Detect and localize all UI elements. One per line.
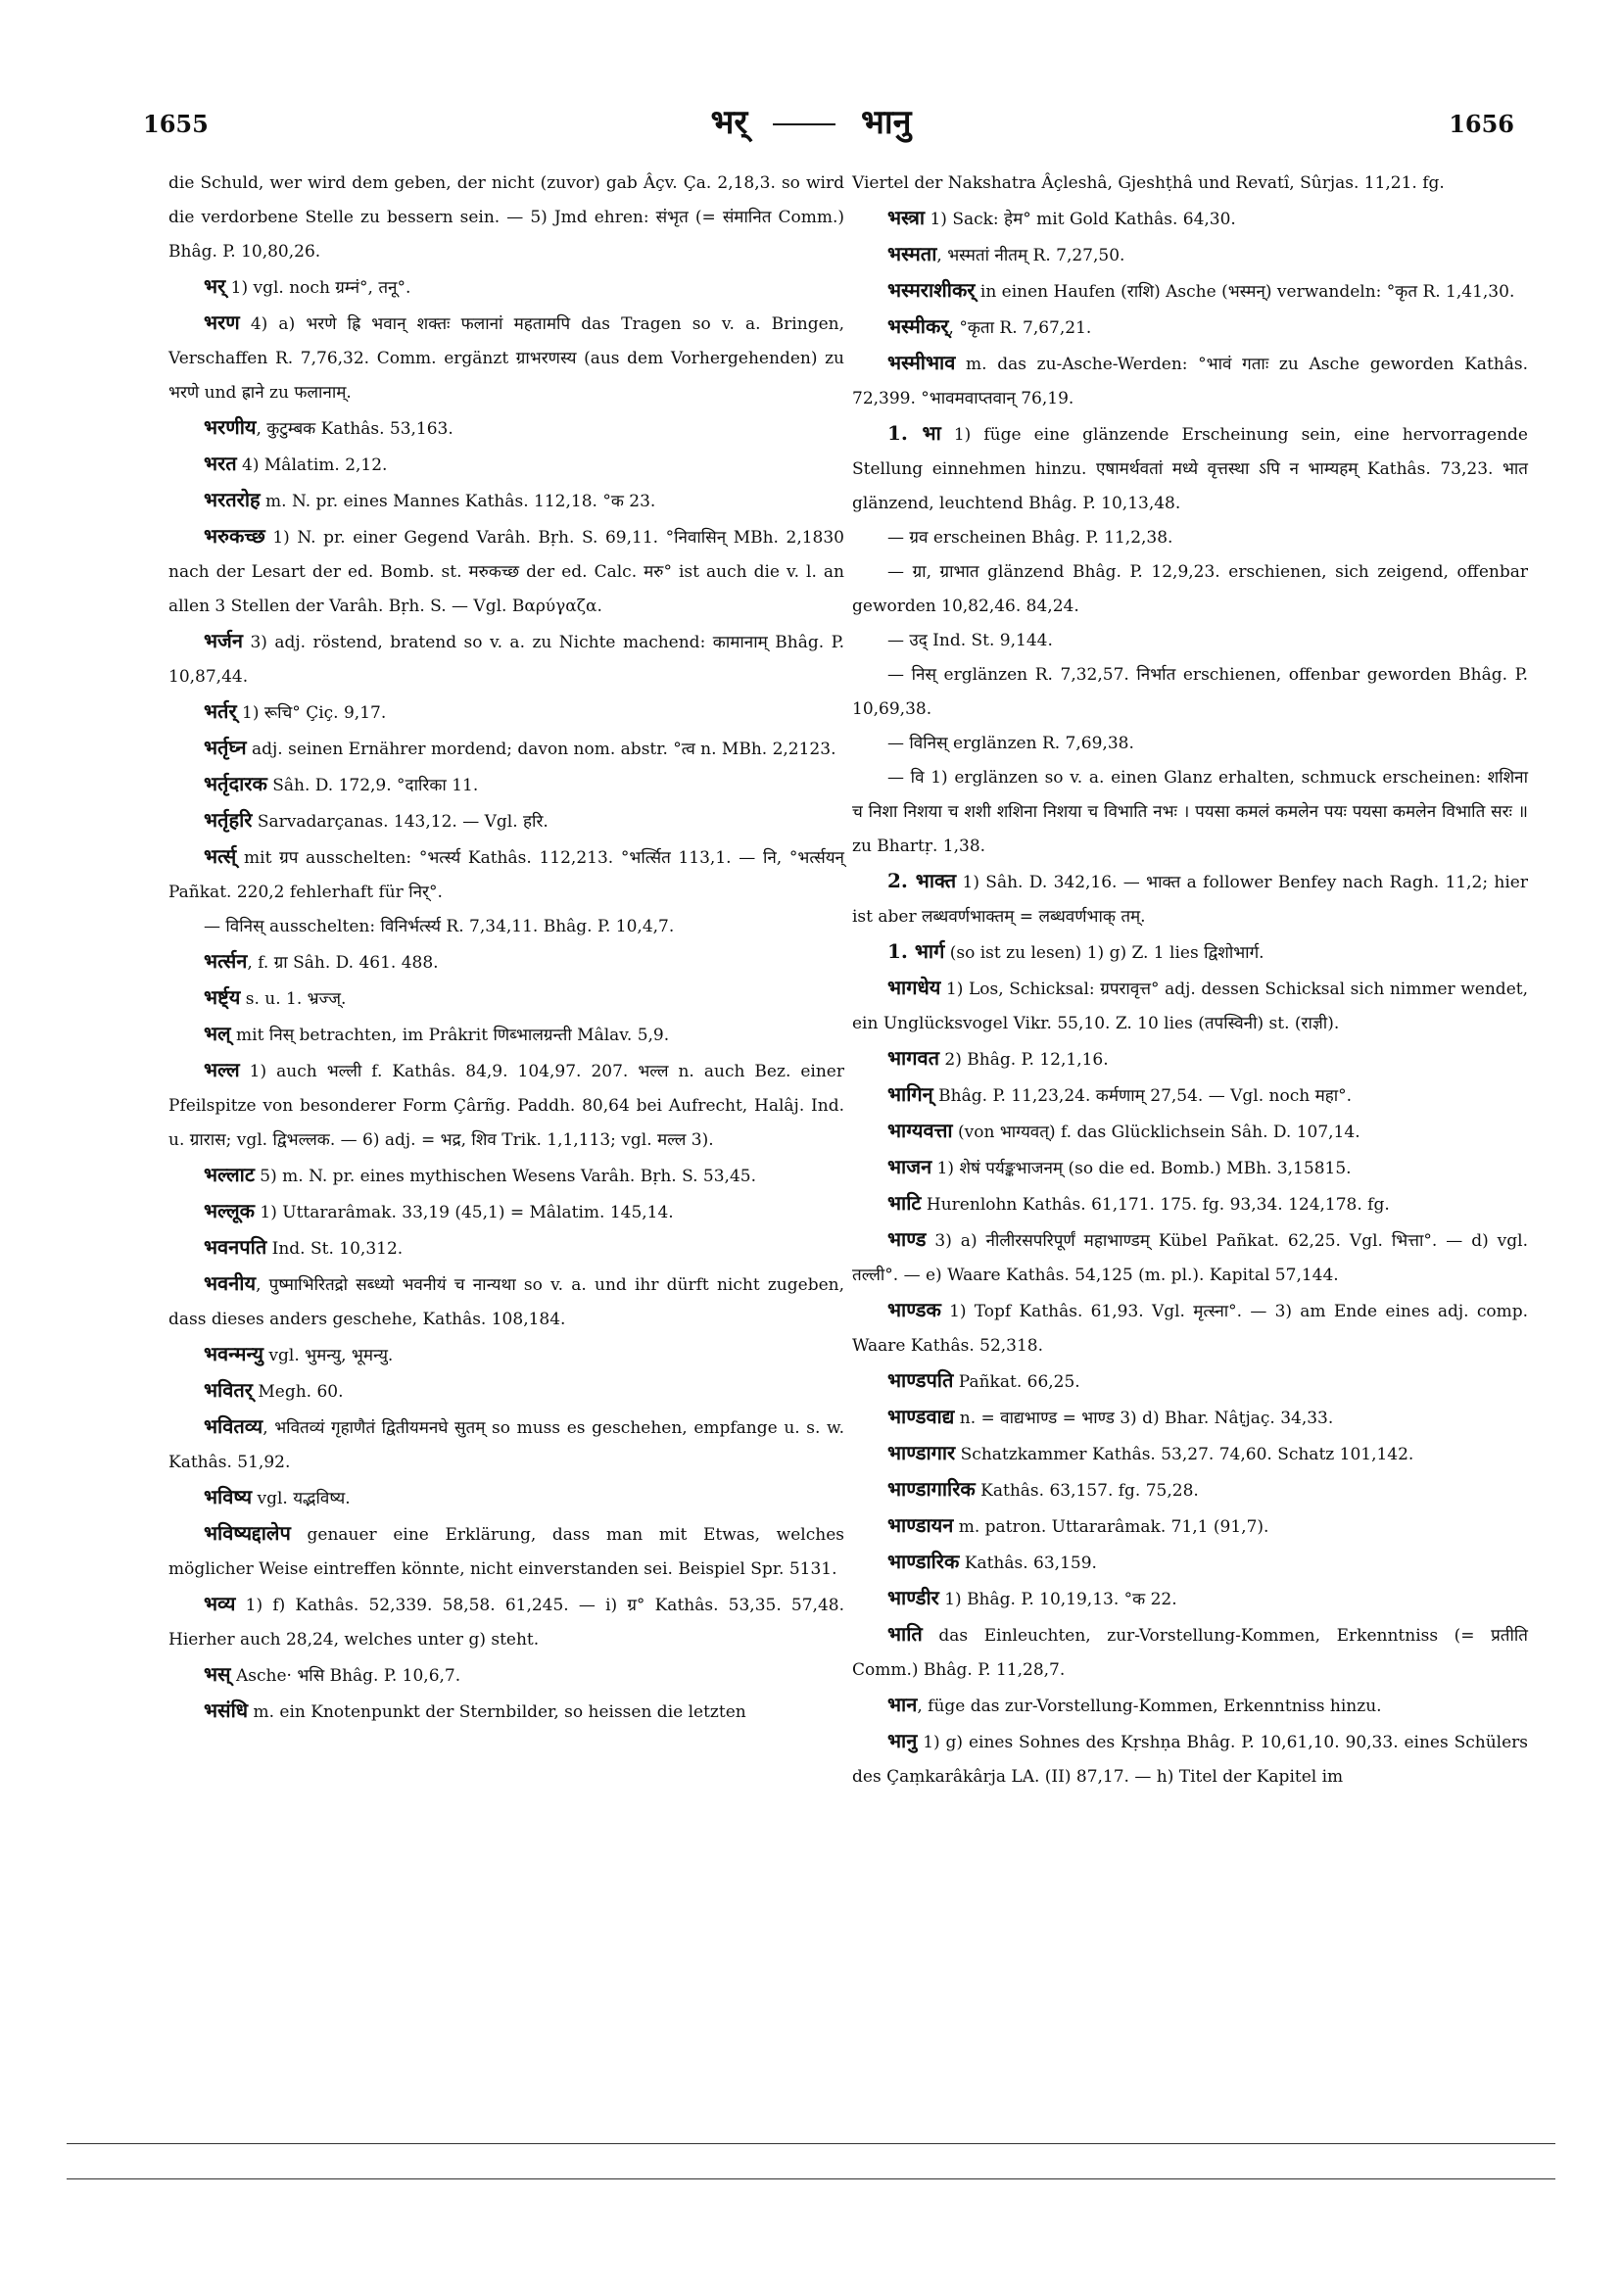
entry-text: , भस्मतां नीतम् R. 7,27,50. bbox=[936, 246, 1125, 265]
entry-text: Schatzkammer Kathâs. 53,27. 74,60. Schatz 101,142. bbox=[955, 1445, 1414, 1464]
entry-text: — विनिस् erglänzen R. 7,69,38. bbox=[887, 734, 1134, 753]
dictionary-entry bbox=[852, 1688, 1528, 1724]
entry-headword: भर्ष्ट्य bbox=[204, 985, 241, 1009]
entry-headword: भरण bbox=[204, 311, 240, 334]
dictionary-entry bbox=[852, 310, 1528, 346]
entry-text: m. N. pr. eines Mannes Kathâs. 112,18. °क 23. bbox=[260, 492, 656, 511]
dictionary-entry bbox=[168, 410, 844, 447]
dictionary-entry bbox=[168, 1158, 844, 1194]
dictionary-entry bbox=[852, 1293, 1528, 1363]
dictionary-entry bbox=[852, 1617, 1528, 1688]
dictionary-entry bbox=[852, 1545, 1528, 1581]
entry-headword: भाण्डक bbox=[887, 1298, 941, 1321]
entry-text: Kathâs. 63,157. fg. 75,28. bbox=[975, 1481, 1199, 1501]
entry-headword: भरणीय bbox=[204, 415, 257, 439]
dictionary-entry bbox=[852, 1363, 1528, 1400]
entry-headword: भर्तृघ्न bbox=[204, 736, 247, 759]
entry-text: 1) g) eines Sohnes des Kṛshṇa Bhâg. P. 10,61,10. 90,33. eines Schülers des Çaṃkarâkârja LA. (II) 87,17. — h) Titel der Kapitel im bbox=[852, 1733, 1528, 1787]
dictionary-entry bbox=[168, 731, 844, 767]
entry-text: Bhâg. P. 11,23,24. कर्मणाम् 27,54. — Vgl. noch महा°. bbox=[932, 1086, 1353, 1106]
entry-text: 1) Bhâg. P. 10,19,13. °क 22. bbox=[938, 1590, 1177, 1609]
entry-headword: भर्त्स् bbox=[204, 844, 237, 868]
entry-headword: भस्मता bbox=[887, 242, 937, 265]
entry-headword: भवितर् bbox=[204, 1378, 253, 1402]
entry-text: (so ist zu lesen) 1) g) Z. 1 lies द्विशोभार्ग. bbox=[944, 943, 1264, 963]
dictionary-entry bbox=[852, 761, 1528, 864]
dictionary-entry bbox=[168, 1337, 844, 1373]
entry-headword: भस्त्रा bbox=[887, 206, 926, 229]
entry-headword: भरुकच्छ bbox=[204, 524, 265, 548]
entry-headword: भल्लाट bbox=[204, 1163, 255, 1186]
entry-text: adj. seinen Ernährer mordend; davon nom. abstr. °त्व n. MBh. 2,2123. bbox=[246, 740, 836, 759]
dictionary-entry bbox=[852, 1508, 1528, 1545]
entry-text: 1) auch भल्ली f. Kathâs. 84,9. 104,97. 207. भल्ल n. auch Bez. einer Pfeilspitze von besonderer Form Çârñg. Paddh. 80,64 bei Aufrecht, Halâj. Ind. u. ग्रारास; vgl. द्विभल्लक. — 6) adj. = भद्र, शिव Trik. 1,1,113; vgl. मल्ल 3). bbox=[168, 1062, 844, 1150]
dictionary-entry bbox=[852, 1222, 1528, 1293]
dictionary-entry bbox=[852, 416, 1528, 521]
entry-text: , füge das zur-Vorstellung-Kommen, Erkenntniss hinzu. bbox=[917, 1697, 1382, 1716]
dictionary-entry bbox=[168, 624, 844, 694]
entry-text: — विनिस् ausschelten: विनिर्भर्त्स्य R. 7,34,11. Bhâg. P. 10,4,7. bbox=[204, 917, 675, 936]
entry-headword: भाण्डवाद्य bbox=[887, 1405, 955, 1428]
entry-text: — ग्रव erscheinen Bhâg. P. 11,2,38. bbox=[887, 528, 1173, 548]
dictionary-entry bbox=[168, 447, 844, 483]
entry-headword: भस्मीभाव bbox=[887, 351, 956, 374]
entry-headword: भाजन bbox=[887, 1155, 932, 1178]
dictionary-entry bbox=[168, 694, 844, 731]
entry-text: — उद् Ind. St. 9,144. bbox=[887, 631, 1053, 650]
entry-text: Ind. St. 10,312. bbox=[266, 1239, 404, 1259]
footer-rule-lower bbox=[67, 2178, 1555, 2179]
entry-headword: भविष्य bbox=[204, 1485, 253, 1508]
entry-text: 1) Uttararâmak. 33,19 (45,1) = Mâlatim. 145,14. bbox=[255, 1203, 674, 1222]
entry-text: mit निस् betrachten, im Prâkrit णिब्भालग्रन्ती Mâlav. 5,9. bbox=[230, 1026, 670, 1045]
entry-headword: 2. भाक्त bbox=[887, 869, 957, 892]
entry-headword: भाटि bbox=[887, 1191, 922, 1215]
entry-headword: भवनपति bbox=[204, 1235, 267, 1259]
running-header bbox=[0, 98, 1622, 143]
entry-headword: भर्तर् bbox=[204, 699, 237, 723]
dictionary-entry bbox=[852, 237, 1528, 273]
entry-text: 1) शेषं पर्यङ्कभाजनम् (so die ed. Bomb.) MBh. 3,15815. bbox=[931, 1159, 1352, 1178]
entry-text: die Schuld, wer wird dem geben, der nicht (zuvor) gab Âçv. Ça. 2,18,3. so wird die verdorbene Stelle zu bessern sein. — 5) Jmd ehren: संभृत (= संमानित Comm.) Bhâg. P. 10,80,26. bbox=[168, 173, 844, 262]
dictionary-entry bbox=[852, 1472, 1528, 1508]
page-number-right: 1656 bbox=[1449, 110, 1514, 138]
entry-text: 1) f) Kathâs. 52,339. 58,58. 61,245. — i) ग्र° Kathâs. 53,35. 57,48. Hierher auch 28,24, welches unter g) steht. bbox=[168, 1596, 844, 1650]
dictionary-entry bbox=[852, 1400, 1528, 1436]
entry-text: 1) Los, Schicksal: ग्रपरावृत्त° adj. dessen Schicksal sich nimmer wendet, ein Unglücksvogel Vikr. 55,10. Z. 10 lies (तपस्विनी) st. (राज्ञी). bbox=[852, 980, 1528, 1033]
entry-text: in einen Haufen (राशि) Asche (भस्मन्) verwandeln: °कृत R. 1,41,30. bbox=[975, 282, 1515, 302]
entry-text: 5) m. N. pr. eines mythischen Wesens Varâh. Bṛh. S. 53,45. bbox=[254, 1167, 756, 1186]
entry-headword: भल्लूक bbox=[204, 1199, 255, 1222]
dictionary-entry bbox=[852, 1724, 1528, 1794]
dictionary-entry bbox=[168, 306, 844, 410]
dictionary-entry bbox=[852, 521, 1528, 555]
entry-text: vgl. यद्भविष्य. bbox=[252, 1489, 351, 1508]
entry-headword: भागिन् bbox=[887, 1082, 933, 1106]
page-number-left: 1655 bbox=[143, 110, 209, 138]
entry-headword: भर्तृदारक bbox=[204, 772, 267, 795]
entry-headword: भवनीय bbox=[204, 1271, 257, 1295]
entry-text: vgl. भुमन्यु, भूमन्यु. bbox=[263, 1346, 394, 1365]
entry-text: Pañkat. 66,25. bbox=[953, 1372, 1080, 1392]
dictionary-entry bbox=[852, 555, 1528, 624]
dictionary-entry bbox=[852, 167, 1528, 201]
entry-text: 2) Bhâg. P. 12,1,16. bbox=[939, 1050, 1109, 1070]
entry-headword: भाण्डारिक bbox=[887, 1550, 960, 1573]
entry-text: genauer eine Erklärung, dass man mit Etwas, welches möglicher Weise eintreffen könnte, nicht einverstanden sei. Beispiel Spr. 5131. bbox=[168, 1525, 844, 1579]
entry-headword: भवन्मन्यु bbox=[204, 1342, 263, 1365]
entry-text: mit ग्रप ausschelten: °भर्त्स्य Kathâs. 112,213. °भर्त्सित 113,1. — नि, °भर्त्सयन् Pañkat. 220,2 fehlerhaft für निर्°. bbox=[168, 848, 844, 902]
entry-text: (von भाग्यवत्) f. das Glücklichsein Sâh. D. 107,14. bbox=[952, 1123, 1360, 1142]
dictionary-entry bbox=[852, 273, 1528, 310]
entry-headword: 1. भार्ग bbox=[887, 939, 945, 963]
entry-headword: भाण्डपति bbox=[887, 1368, 954, 1392]
entry-headword: भस्मराशीकर् bbox=[887, 278, 976, 302]
entry-text: , कुटुम्बक Kathâs. 53,163. bbox=[256, 419, 453, 439]
entry-text: m. das zu-Asche-Werden: °भावं गताः zu Asche geworden Kathâs. 72,399. °भावमवाप्तवान् 76,19. bbox=[852, 355, 1528, 408]
dictionary-entry bbox=[852, 201, 1528, 237]
dictionary-entry bbox=[168, 1657, 844, 1694]
entry-headword: भाण्डायन bbox=[887, 1513, 954, 1537]
entry-headword: भर् bbox=[204, 274, 226, 298]
entry-headword: भल्ल bbox=[204, 1058, 240, 1081]
dictionary-entry bbox=[168, 981, 844, 1017]
dictionary-entry bbox=[852, 624, 1528, 658]
dictionary-entry bbox=[852, 346, 1528, 416]
entry-text: Kathâs. 63,159. bbox=[959, 1554, 1097, 1573]
dictionary-entry bbox=[168, 483, 844, 519]
dictionary-entry bbox=[168, 519, 844, 624]
entry-headword: भाण्ड bbox=[887, 1227, 927, 1251]
header-dash bbox=[773, 123, 835, 125]
dictionary-entry bbox=[852, 864, 1528, 934]
entry-headword: भसंधि bbox=[204, 1698, 249, 1722]
entry-text: m. patron. Uttararâmak. 71,1 (91,7). bbox=[953, 1517, 1269, 1537]
entry-headword: भागवत bbox=[887, 1046, 940, 1070]
entry-text: — निस् erglänzen R. 7,32,57. निर्भात erschienen, offenbar geworden Bhâg. P. 10,69,38. bbox=[852, 665, 1528, 719]
entry-text: — ग्रा, ग्राभात glänzend Bhâg. P. 12,9,23. erschienen, sich zeigend, offenbar geworden 10,82,46. 84,24. bbox=[852, 562, 1528, 616]
entry-text: 1) N. pr. einer Gegend Varâh. Bṛh. S. 69,11. °निवासिन् MBh. 2,1830 nach der Lesart der ed. Bomb. st. मरुकच्छ der ed. Calc. मरु° ist auch die v. l. an allen 3 Stellen der Varâh. Bṛh. S. — Vgl. Βαρύγαζα. bbox=[168, 528, 844, 616]
entry-headword: भाण्डागारिक bbox=[887, 1477, 976, 1501]
entry-headword: भानु bbox=[887, 1729, 918, 1752]
header-first-word: भर् bbox=[710, 103, 748, 142]
dictionary-entry bbox=[168, 1053, 844, 1158]
dictionary-entry bbox=[168, 1267, 844, 1337]
entry-headword: भविष्यद्दालेप bbox=[204, 1521, 291, 1545]
dictionary-entry bbox=[852, 658, 1528, 727]
dictionary-entry bbox=[168, 1516, 844, 1587]
entry-headword: भान bbox=[887, 1693, 918, 1716]
entry-text: , f. ग्रा Sâh. D. 461. 488. bbox=[247, 953, 439, 973]
dictionary-entry bbox=[168, 1587, 844, 1657]
entry-headword: भस् bbox=[204, 1662, 231, 1686]
dictionary-entry bbox=[168, 803, 844, 839]
entry-headword: भागधेय bbox=[887, 976, 941, 999]
dictionary-entry bbox=[168, 1410, 844, 1480]
entry-headword: भरत bbox=[204, 452, 237, 475]
dictionary-entry bbox=[168, 1017, 844, 1053]
entry-text: 1) vgl. noch ग्रम्नं°, तनू°. bbox=[225, 278, 411, 298]
dictionary-entry bbox=[852, 1436, 1528, 1472]
entry-text: 3) adj. röstend, bratend so v. a. zu Nichte machend: कामानाम् Bhâg. P. 10,87,44. bbox=[168, 633, 844, 687]
dictionary-entry bbox=[852, 1077, 1528, 1114]
dictionary-entry bbox=[168, 1194, 844, 1230]
entry-text: s. u. 1. भ्रज्ज्. bbox=[240, 989, 347, 1009]
entry-text: , °कृता R. 7,67,21. bbox=[948, 318, 1092, 338]
dictionary-entry bbox=[168, 167, 844, 269]
dictionary-entry bbox=[168, 1480, 844, 1516]
entry-text: 3) a) नीलीरसपरिपूर्णं महाभाण्डम् Kübel Pañkat. 62,25. Vgl. भित्ता°. — d) vgl. तल्ली°. — e) Waare Kathâs. 54,125 (m. pl.). Kapital 57,144. bbox=[852, 1231, 1528, 1285]
entry-headword: भव्य bbox=[204, 1592, 236, 1615]
entry-headword: भस्मीकर् bbox=[887, 314, 949, 338]
entry-text: 1) Topf Kathâs. 61,93. Vgl. मृत्स्ना°. — 3) am Ende eines adj. comp. Waare Kathâs. 52,318. bbox=[852, 1302, 1528, 1356]
dictionary-entry bbox=[852, 1114, 1528, 1150]
entry-headword: भर्त्सन bbox=[204, 949, 248, 973]
entry-headword: भर्जन bbox=[204, 629, 243, 652]
entry-headword: भर्तृहरि bbox=[204, 808, 253, 832]
entry-headword: भाण्डागार bbox=[887, 1441, 956, 1464]
dictionary-entry bbox=[168, 1230, 844, 1267]
entry-headword: भवितव्य bbox=[204, 1414, 263, 1438]
dictionary-entry bbox=[168, 910, 844, 944]
entry-text: 4) a) भरणे ह्रि भवान् शक्तः फलानां महतामपि das Tragen so v. a. Bringen, Verschaffen R. 7,76,32. Comm. ergänzt ग्राभरणस्य (aus dem Vorhergehenden) zu भरणे und ह्राने zu फलानाम्. bbox=[168, 314, 844, 403]
dictionary-entry bbox=[168, 767, 844, 803]
entry-text: n. = वाद्यभाण्ड = भाण्ड 3) d) Bhar. Nâṭjaç. 34,33. bbox=[954, 1409, 1334, 1428]
header-last-word: भानु bbox=[860, 103, 912, 142]
entry-headword: भाति bbox=[887, 1622, 923, 1646]
entry-text: , पुष्माभिरितद्रो सब्ध्यो भवनीयं च नान्यथा so v. a. und ihr dürft nicht zugeben, dass dieses anders geschehe, Kathâs. 108,184. bbox=[168, 1275, 844, 1329]
footer-rule bbox=[67, 2143, 1555, 2144]
entry-text: Sâh. D. 172,9. °दारिका 11. bbox=[266, 776, 479, 795]
dictionary-entry bbox=[168, 839, 844, 910]
entry-text: 1) Sack: हेम° mit Gold Kathâs. 64,30. bbox=[925, 210, 1236, 229]
dictionary-entry bbox=[168, 269, 844, 306]
dictionary-entry bbox=[852, 1186, 1528, 1222]
right-column bbox=[852, 167, 1528, 1794]
dictionary-entry bbox=[168, 1694, 844, 1730]
entry-headword: भरतरोह bbox=[204, 488, 261, 511]
entry-headword: भाण्डीर bbox=[887, 1586, 939, 1609]
entry-text: Asche· भसि Bhâg. P. 10,6,7. bbox=[230, 1666, 461, 1686]
entry-text: Sarvadarçanas. 143,12. — Vgl. हरि. bbox=[252, 812, 549, 832]
entry-text: Megh. 60. bbox=[252, 1382, 344, 1402]
left-column bbox=[168, 167, 844, 1730]
dictionary-entry bbox=[852, 1581, 1528, 1617]
entry-text: Viertel der Nakshatra Âçleshâ, Gjeshṭhâ und Revatî, Sûrjas. 11,21. fg. bbox=[852, 173, 1445, 193]
entry-text: Hurenlohn Kathâs. 61,171. 175. fg. 93,34. 124,178. fg. bbox=[921, 1195, 1390, 1215]
dictionary-entry bbox=[852, 727, 1528, 761]
entry-text: 1) रूचि° Çiç. 9,17. bbox=[236, 703, 387, 723]
entry-text: m. ein Knotenpunkt der Sternbilder, so heissen die letzten bbox=[248, 1702, 746, 1722]
dictionary-entry bbox=[852, 1150, 1528, 1186]
entry-text: 1) Sâh. D. 342,16. — भाक्त a follower Benfey nach Ragh. 11,2; hier ist aber लब्धवर्णभाक्तम् = लब्धवर्णभाक् तम्. bbox=[852, 873, 1528, 927]
entry-headword: भाग्यवत्ता bbox=[887, 1119, 953, 1142]
entry-text: , भवितव्यं गृहाणैतं द्वितीयमनघे सुतम् so muss es geschehen, empfange u. s. w. Kathâs. 51,92. bbox=[168, 1418, 844, 1472]
dictionary-entry bbox=[168, 944, 844, 981]
dictionary-entry bbox=[168, 1373, 844, 1410]
dictionary-entry bbox=[852, 1041, 1528, 1077]
entry-text: 4) Mâlatim. 2,12. bbox=[236, 455, 388, 475]
entry-text: das Einleuchten, zur-Vorstellung-Kommen, Erkenntniss (= प्रतीति Comm.) Bhâg. P. 11,28,7. bbox=[852, 1626, 1528, 1680]
entry-text: — वि 1) erglänzen so v. a. einen Glanz erhalten, schmuck erscheinen: शशिना च निशा निशया च शशी शशिना निशया च विभाति नभः । पयसा कमलं कमलेन पयः पयसा कमलेन विभाति सरः ॥ zu Bhartṛ. 1,38. bbox=[852, 768, 1528, 856]
entry-text: 1) füge eine glänzende Erscheinung sein, eine hervorragende Stellung einnehmen hinzu. एषामर्थवतां मध्ये वृत्तस्था ऽपि न भाम्यहम् Kathâs. 73,23. भात glänzend, leuchtend Bhâg. P. 10,13,48. bbox=[852, 425, 1528, 513]
dictionary-entry bbox=[852, 971, 1528, 1041]
dictionary-entry bbox=[852, 934, 1528, 971]
entry-headword: 1. भा bbox=[887, 421, 941, 445]
entry-headword: भल् bbox=[204, 1022, 231, 1045]
